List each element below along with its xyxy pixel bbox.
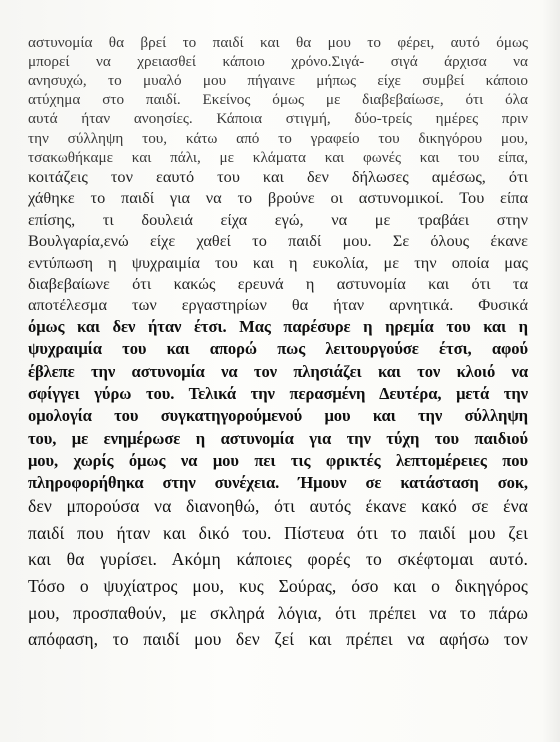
text-line: μου, προσπαθούν, με σκληρά λόγια, ότι πρέπει να το πάρω	[28, 602, 528, 623]
text-line: απόφαση, το παιδί μου δεν ζεί και πρέπει να αφήσω τον	[28, 629, 528, 650]
text-line: ατύχημα στο παιδί. Εκείνος όμως με διαβεβαίωσε, ότι όλα	[28, 91, 528, 109]
text-line: επίσης, τι δουλειά είχα εγώ, να με τραβάει στην	[28, 209, 528, 229]
text-line: δεν μπορούσα να διανοηθώ, ότι αυτός έκανε κακό σε ένα	[28, 495, 528, 516]
text-line: και θα γυρίσει. Ακόμη κάποιες φορές το σκέφτομαι αυτό.	[28, 549, 528, 570]
text-line: τσακωθήκαμε και πάλι, με κλάματα και φωνές και του είπα,	[28, 148, 528, 166]
page-edge-shadow	[542, 0, 560, 742]
text-line: σφίγγει γύρω του. Τελικά την περασμένη Δευτέρα, μετά την	[28, 383, 528, 403]
text-line: μπορεί να χρειασθεί κάποιο χρόνο.Σιγά- σιγά άρχισα να	[28, 53, 528, 71]
text-line: ψυχραιμία του και απορώ πως λειτουργούσε έτσι, αφού	[28, 339, 528, 359]
text-line: του, με ενημέρωσε η αστυνομία για την τύχη του παιδιού	[28, 428, 528, 448]
text-line: ομολογία του συγκατηγορούμενού μου και την σύλληψη	[28, 406, 528, 426]
text-line: μου, χωρίς όμως να μου πει τις φρικτές λεπτομέρειες που	[28, 451, 528, 471]
body-text	[28, 34, 528, 657]
text-line: Τόσο ο ψυχίατρος μου, κυς Σούρας, όσο και ο δικηγόρος	[28, 575, 528, 596]
text-line: πληροφορήθηκα στην συνέχεια. Ήμουν σε κατάσταση σοκ,	[28, 473, 528, 493]
text-line: αυτά ήταν ανοησίες. Κάποια στιγμή, δύο-τρείς ημέρες πριν	[28, 110, 528, 128]
text-line: εντύπωση η ψυχραιμία του και η ευκολία, με την οποία μας	[28, 252, 528, 272]
text-line: έβλεπε την αστυνομία να τον πλησιάζει και τον κλοιό να	[28, 361, 528, 381]
text-line: κοιτάζεις τον εαυτό του και δεν δήλωσες αμέσως, ότι	[28, 166, 528, 186]
text-line: όμως και δεν ήταν έτσι. Μας παρέσυρε η ηρεμία του και η	[28, 316, 528, 336]
text-line: διαβεβαίωνε ότι κακώς ερευνά η αστυνομία και ότι τα	[28, 273, 528, 293]
text-line: αποτέλεσμα των εργαστηρίων θα ήταν αρνητικά. Φυσικά	[28, 295, 528, 315]
text-line: παιδί που ήταν και δικό του. Πίστευα ότι το παιδί μου ζει	[28, 522, 528, 543]
text-line: χάθηκε το παιδί για να το βρούνε οι αστυνομικοί. Του είπα	[28, 188, 528, 208]
text-line: ανησυχώ, το μυαλό μου πήγαινε μήπως είχε συμβεί κάποιο	[28, 72, 528, 90]
text-line: την σύλληψη του, κάτω από το γραφείο του δικηγόρου μου,	[28, 129, 528, 147]
text-line: Βουλγαρία,ενώ είχε χαθεί το παιδί μου. Σε όλους έκανε	[28, 231, 528, 251]
text-line: αστυνομία θα βρεί το παιδί και θα μου το φέρει, αυτό όμως	[28, 34, 528, 51]
